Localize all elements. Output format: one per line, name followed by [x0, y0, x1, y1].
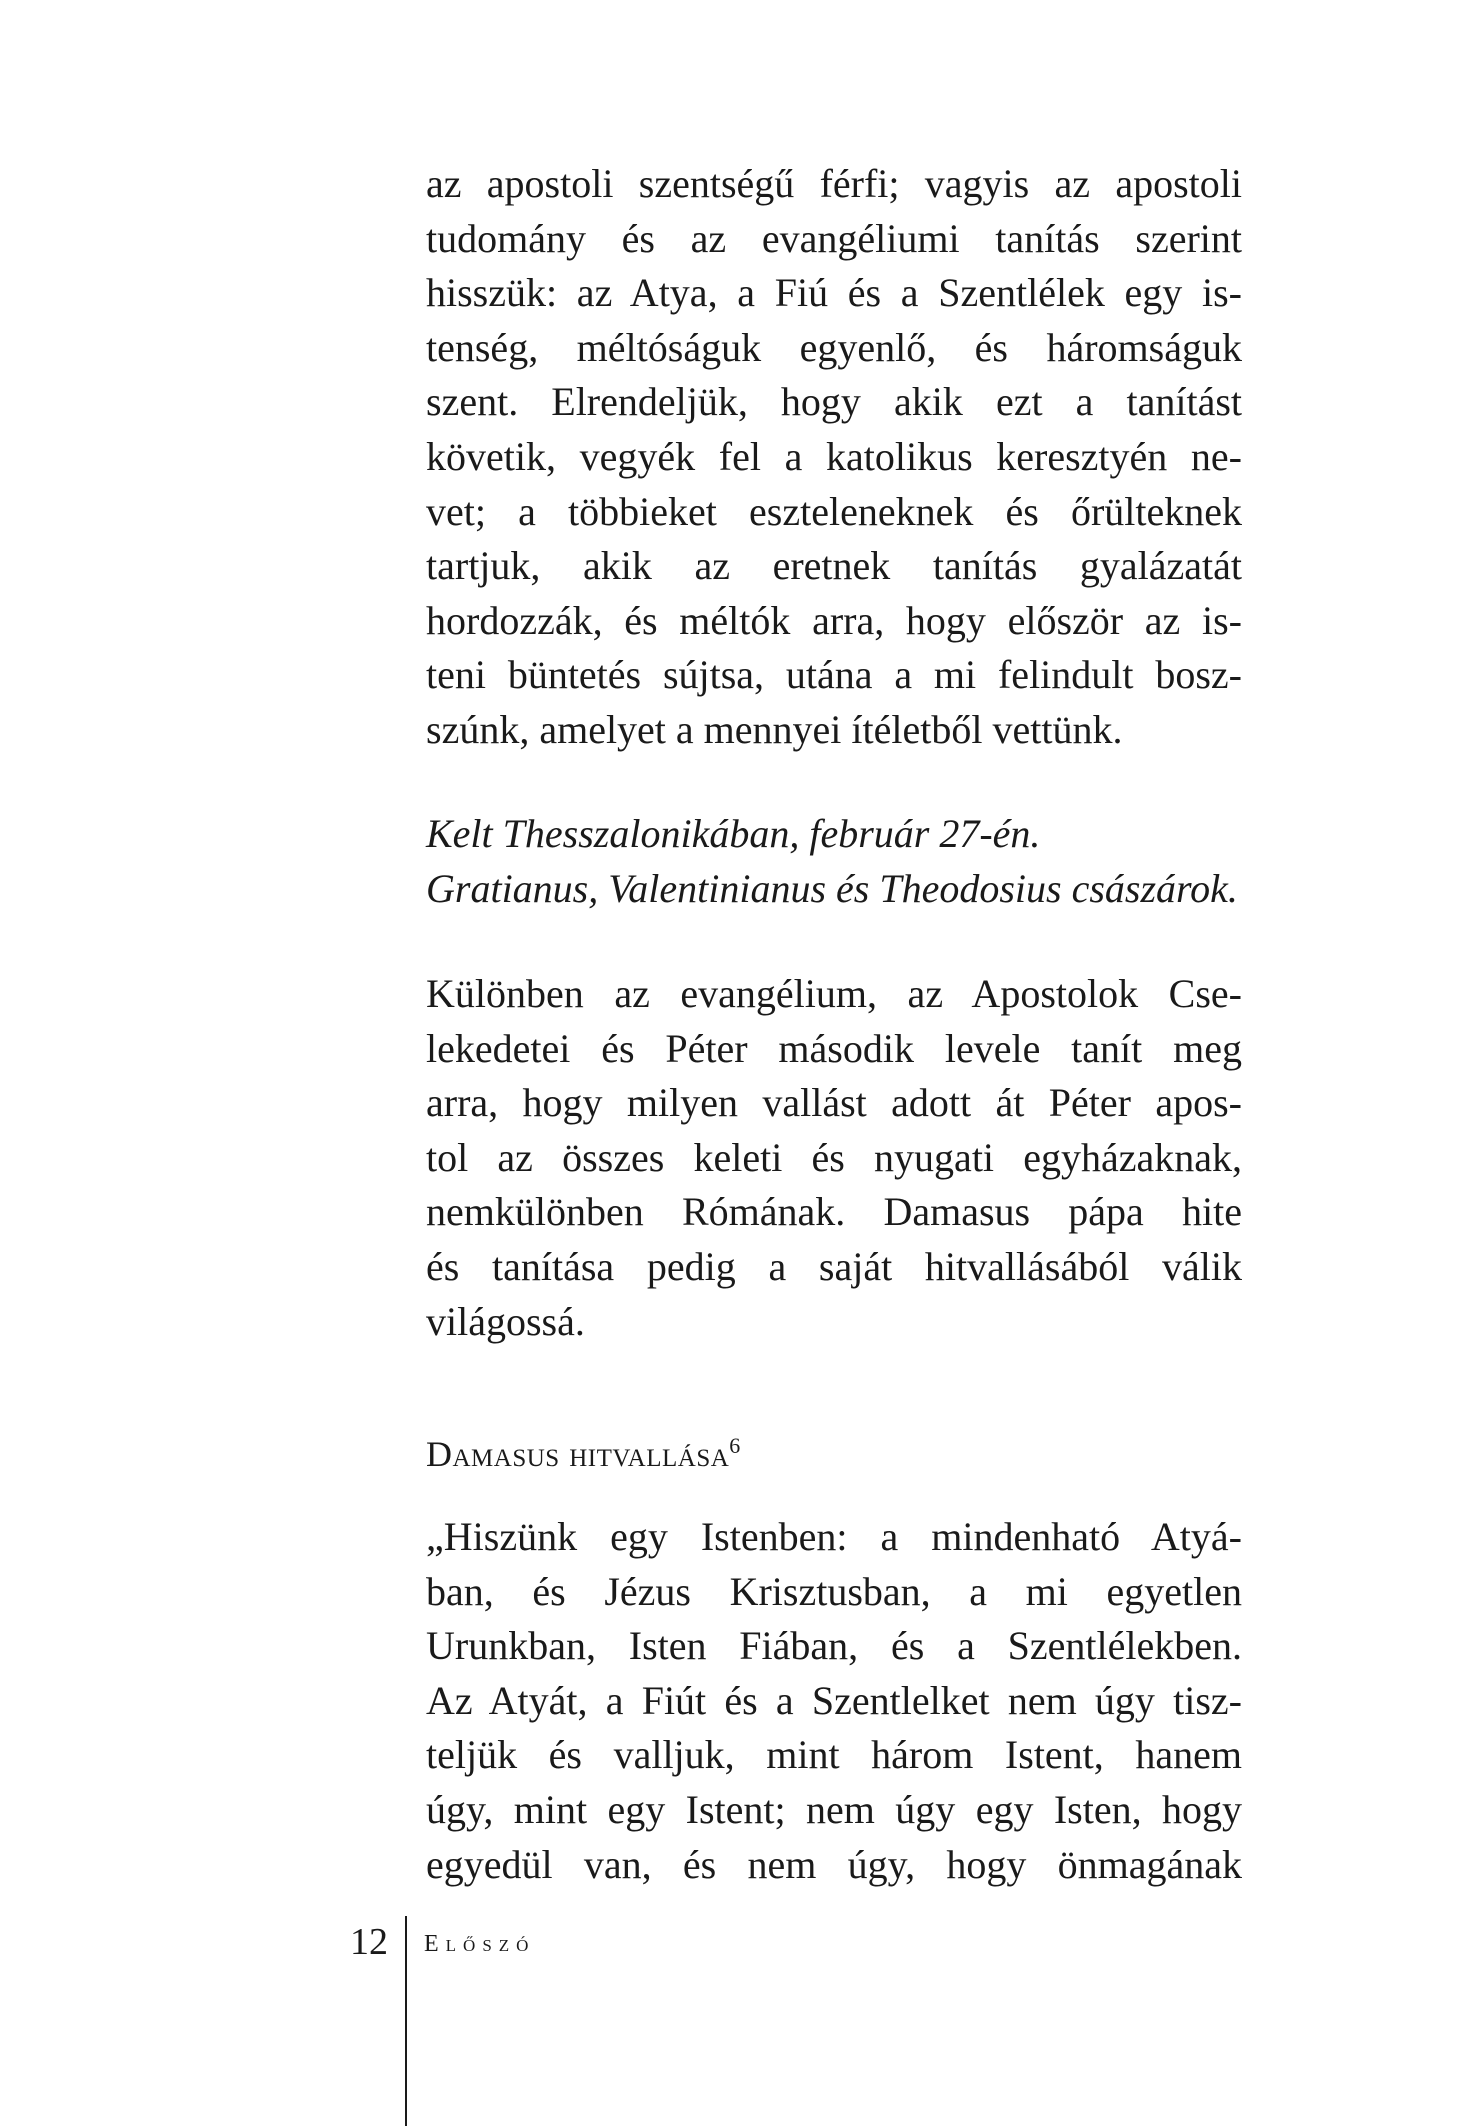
- text-line: hordozzák, és méltók arra, hogy először az is-: [426, 597, 1242, 643]
- footer-vertical-rule: [405, 1916, 407, 2126]
- text-line: egyedül van, és nem úgy, hogy önmagának: [426, 1841, 1242, 1887]
- text-line: követik, vegyék fel a katolikus keresztyén ne-: [426, 433, 1242, 479]
- text-line: tudomány és az evangéliumi tanítás szerint: [426, 215, 1242, 261]
- signatories-line: Gratianus, Valentinianus és Theodosius császárok.: [426, 865, 1238, 911]
- page-number: 12: [350, 1921, 388, 1963]
- text-line: nemkülönben Rómának. Damasus pápa hite: [426, 1189, 1242, 1235]
- body-paragraph-2: [426, 967, 1242, 1349]
- body-paragraph-1: [426, 157, 1242, 758]
- text-line: teni büntetés sújtsa, utána a mi felindult bosz-: [426, 652, 1242, 698]
- text-line: „Hiszünk egy Istenben: a mindenható Atyá-: [426, 1514, 1242, 1559]
- text-line: Az Atyát, a Fiút és a Szentlelket nem úgy tisz-: [426, 1677, 1242, 1723]
- running-head: Előszó: [424, 1931, 536, 1957]
- paragraph-text: [426, 967, 1242, 1349]
- text-line: ban, és Jézus Krisztusban, a mi egyetlen: [426, 1568, 1242, 1614]
- text-line: tartjuk, akik az eretnek tanítás gyalázatát: [426, 543, 1242, 589]
- text-line: lekedetei és Péter második levele tanít meg: [426, 1025, 1242, 1071]
- text-line: vet; a többieket eszteleneknek és őrülteknek: [426, 488, 1242, 534]
- text-line: tenség, méltóságuk egyenlő, és háromságuk: [426, 324, 1242, 370]
- heading-text: [426, 1427, 1242, 1482]
- footnote-marker: 6: [729, 1433, 741, 1458]
- text-line: az apostoli szentségű férfi; vagyis az apostoli: [426, 161, 1242, 206]
- section-heading: [426, 1427, 1242, 1482]
- text-line: Urunkban, Isten Fiában, és a Szentlélekben.: [426, 1623, 1242, 1669]
- date-line: Kelt Thesszalonikában, február 27-én.: [426, 811, 1041, 856]
- text-line: úgy, mint egy Istent; nem úgy egy Isten, hogy: [426, 1786, 1242, 1832]
- text-line: szent. Elrendeljük, hogy akik ezt a tanítást: [426, 379, 1242, 425]
- text-line: Különben az evangélium, az Apostolok Cse-: [426, 971, 1242, 1016]
- text-line: világossá.: [426, 1298, 585, 1344]
- text-line: arra, hogy milyen vallást adott át Péter apos-: [426, 1080, 1242, 1126]
- text-line: tol az összes keleti és nyugati egyházaknak,: [426, 1134, 1242, 1180]
- text-line: és tanítása pedig a saját hitvallásából válik: [426, 1243, 1242, 1289]
- text-line: teljük és valljuk, mint három Istent, hanem: [426, 1732, 1242, 1778]
- text-line: hisszük: az Atya, a Fiú és a Szentlélek egy is-: [426, 270, 1242, 316]
- date-text: [426, 807, 1242, 916]
- paragraph-text: [426, 157, 1242, 758]
- text-line: szúnk, amelyet a mennyei ítéletből vettünk.: [426, 706, 1123, 752]
- body-paragraph-3: [426, 1510, 1242, 1892]
- heading-title: Damasus hitvallása: [426, 1434, 730, 1474]
- date-signature-block: [426, 807, 1242, 916]
- paragraph-text: [426, 1510, 1242, 1892]
